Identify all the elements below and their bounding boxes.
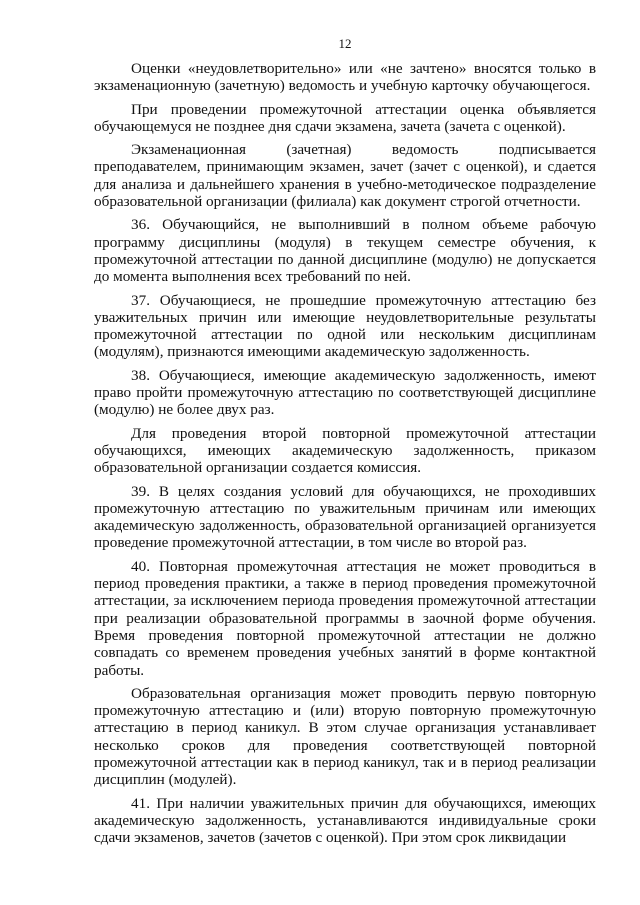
paragraph-grades-entry: Оценки «неудовлетворительно» или «не зачтено» вносятся только в экзаменационную (зачетную) ведомость и учебную карточку обучающегося.: [94, 60, 596, 95]
paragraph-item-38: 38. Обучающиеся, имеющие академическую задолженность, имеют право пройти промежуточную аттестацию по соответствующей дисциплине (модулю) не более двух раз.: [94, 366, 596, 419]
paragraph-item-36: 36. Обучающийся, не выполнивший в полном объеме рабочую программу дисциплины (модуля) в текущем семестре обучения, к промежуточной аттестации по данной дисциплине (модулю) не допускается до момента выполнения всех требований по ней.: [94, 216, 596, 286]
paragraph-item-41: 41. При наличии уважительных причин для обучающихся, имеющих академическую задолженность, устанавливаются индивидуальные сроки сдачи экзаменов, зачетов (зачетов с оценкой). При этом срок ликвидации: [94, 794, 596, 847]
paragraph-commission: Для проведения второй повторной промежуточной аттестации обучающихся, имеющих академическую задолженность, приказом образовательной организации создается комиссия.: [94, 424, 596, 477]
paragraph-grade-announcement: При проведении промежуточной аттестации оценка объявляется обучающемуся не позднее дня сдачи экзамена, зачета (зачета с оценкой).: [94, 100, 596, 135]
document-body: [94, 60, 596, 852]
page-number: 12: [338, 36, 352, 51]
paragraph-item-37: 37. Обучающиеся, не прошедшие промежуточную аттестацию без уважительных причин или имеющие неудовлетворительные результаты промежуточной аттестации по одной или нескольким дисциплинам (модулям), признаются имеющими академическую задолженность.: [94, 291, 596, 361]
paragraph-exam-sheet: Экзаменационная (зачетная) ведомость подписывается преподавателем, принимающим экзамен, зачет (зачет с оценкой), и сдается для анализа и дальнейшего хранения в учебно-методическое подразделение образовательной организации (филиала) как документ строгой отчетности.: [94, 141, 596, 211]
paragraph-vacation-retake: Образовательная организация может проводить первую повторную промежуточную аттестацию и (или) вторую повторную промежуточную аттестацию в период каникул. В этом случае организация устанавливает несколько сроков для проведения соответствующей повторной промежуточной аттестации как в период каникул, так и в период реализации дисциплин (модулей).: [94, 684, 596, 789]
paragraph-item-39: 39. В целях создания условий для обучающихся, не проходивших промежуточную аттестацию по уважительным причинам или имеющих академическую задолженность, образовательной организацией организуется проведение промежуточной аттестации, в том числе во второй раз.: [94, 482, 596, 552]
paragraph-item-40: 40. Повторная промежуточная аттестация не может проводиться в период проведения практики, а также в период проведения промежуточной аттестации, за исключением периода проведения промежуточной аттестации при реализации образовательной программы в заочной форме обучения. Время проведения повторной промежуточной аттестации не должно совпадать со временем проведения учебных занятий в форме контактной работы.: [94, 557, 596, 679]
